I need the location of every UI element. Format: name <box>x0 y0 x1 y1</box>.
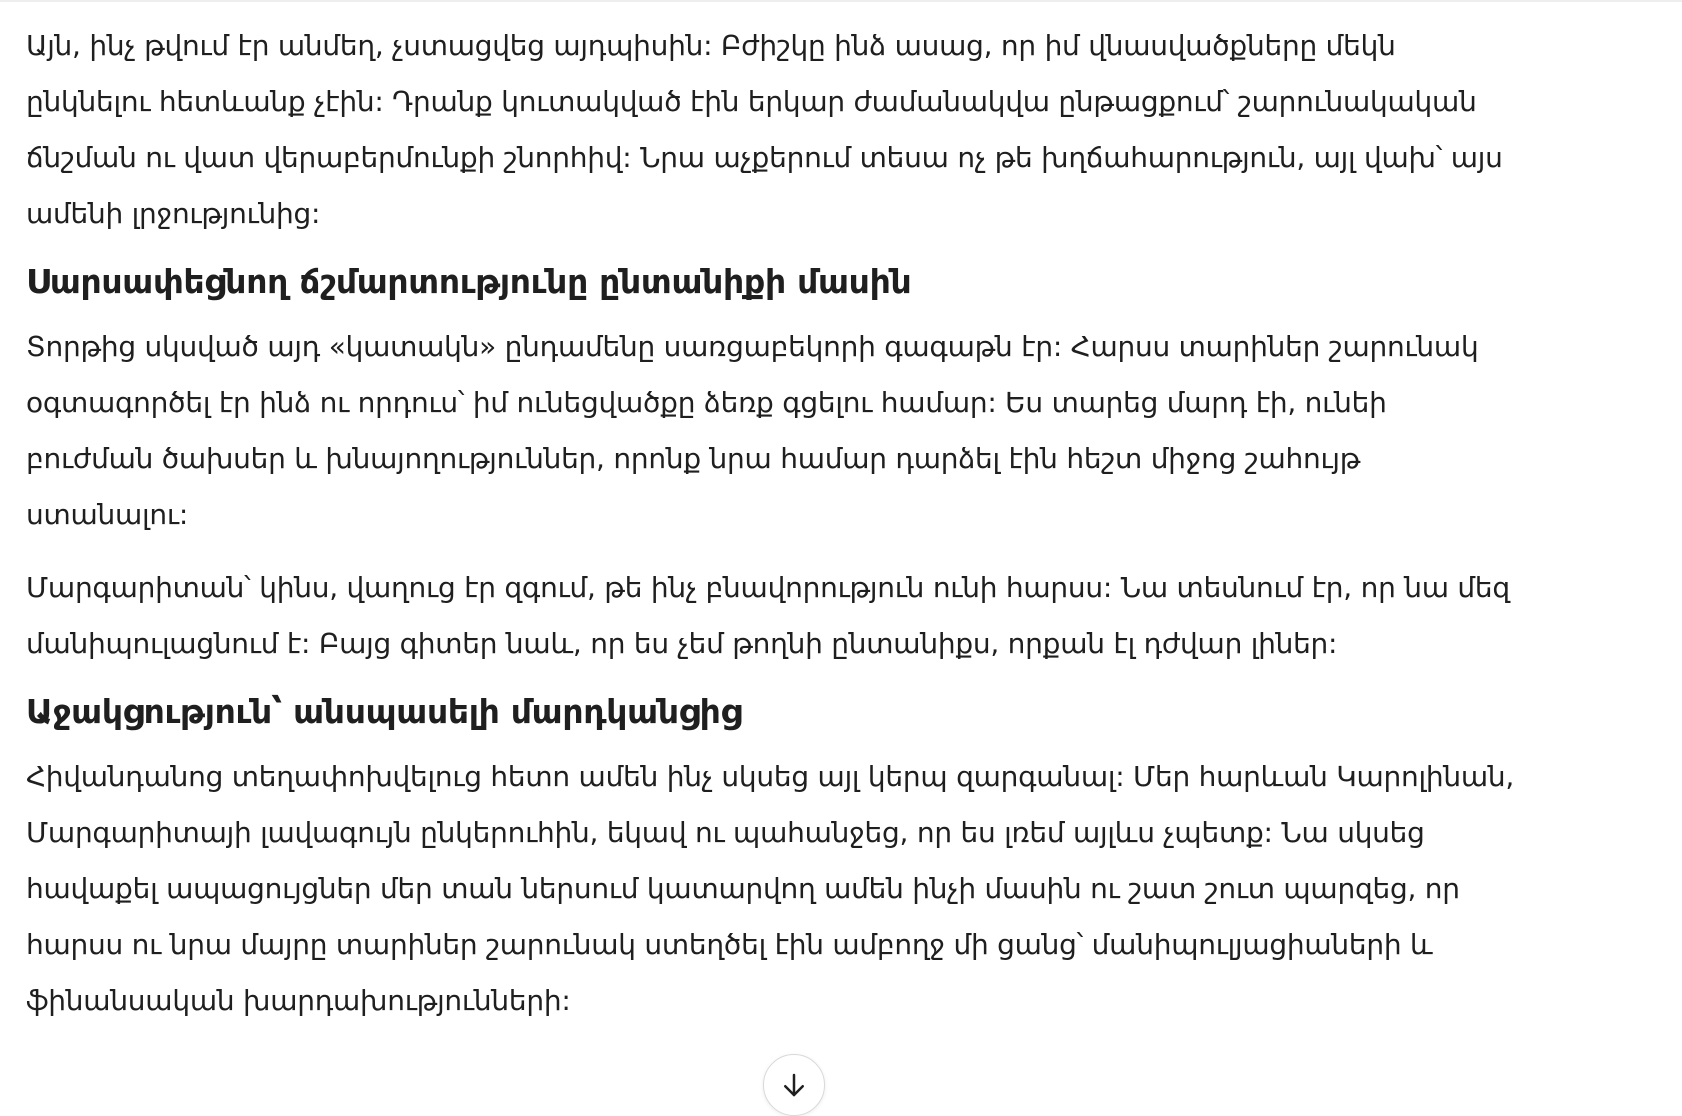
article-paragraph <box>26 560 1626 672</box>
paragraph-line: ճնշման ու վատ վերաբերմունքի շնորհիվ: Նրա աչքերում տեսա ոչ թե խղճահարություն, այլ վախ՝ այս <box>26 141 1503 174</box>
top-divider <box>0 0 1682 2</box>
article-paragraph <box>26 18 1626 242</box>
arrow-down-icon <box>779 1070 809 1100</box>
paragraph-line: Մարգարիտայի լավագույն ընկերուհին, եկավ ու պահանջեց, որ ես լռեմ այլևս չպետք: Նա սկսեց <box>26 816 1425 849</box>
paragraph-line: Տորթից սկսված այդ «կատակն» ընդամենը սառցաբեկորի գագաթն էր: Հարսս տարիներ շարունակ <box>26 330 1479 363</box>
paragraph-line: օգտագործել էր ինձ ու որդուս՝ իմ ունեցվածքը ձեռք գցելու համար: Ես տարեց մարդ էի, ունեի <box>26 386 1387 419</box>
section-heading: Աջակցություն՝ անսպասելի մարդկանցից <box>26 692 742 731</box>
paragraph-line: ընկնելու հետևանք չէին: Դրանք կուտակված էին երկար ժամանակվա ընթացքում՝ շարունակական <box>26 85 1477 118</box>
scroll-to-bottom-button[interactable] <box>763 1054 825 1116</box>
paragraph-line: ստանալու: <box>26 498 189 531</box>
paragraph-line: ֆինանսական խարդախությունների: <box>26 984 571 1017</box>
paragraph-line: բուժման ծախսեր և խնայողություններ, որոնք նրա համար դարձել էին հեշտ միջոց շահույթ <box>26 442 1361 475</box>
paragraph-line: Հիվանդանոց տեղափոխվելուց հետո ամեն ինչ սկսեց այլ կերպ զարգանալ: Մեր հարևան Կարոլինան, <box>26 760 1515 793</box>
paragraph-line: հավաքել ապացույցներ մեր տան ներսում կատարվող ամեն ինչի մասին ու շատ շուտ պարզեց, որ <box>26 872 1460 905</box>
article-paragraph <box>26 749 1626 1029</box>
paragraph-line: Այն, ինչ թվում էր անմեղ, չստացվեց այդպիսին: Բժիշկը ինձ ասաց, որ իմ վնասվածքները մեկն <box>26 29 1396 62</box>
article-content <box>26 18 1626 1046</box>
paragraph-line: մանիպուլացնում է: Բայց գիտեր նաև, որ ես չեմ թողնի ընտանիքս, որքան էլ դժվար լիներ: <box>26 627 1338 660</box>
paragraph-line: ամենի լրջությունից: <box>26 197 321 230</box>
article-paragraph <box>26 319 1626 543</box>
paragraph-line: հարսս ու նրա մայրը տարիներ շարունակ ստեղծել էին ամբողջ մի ցանց՝ մանիպուլյացիաների և <box>26 928 1433 961</box>
paragraph-line: Մարգարիտան՝ կինս, վաղուց էր զգում, թե ինչ բնավորություն ունի հարսս: Նա տեսնում էր, որ նա մեզ <box>26 571 1510 604</box>
section-heading: Սարսափեցնող ճշմարտությունը ընտանիքի մասին <box>26 262 912 301</box>
